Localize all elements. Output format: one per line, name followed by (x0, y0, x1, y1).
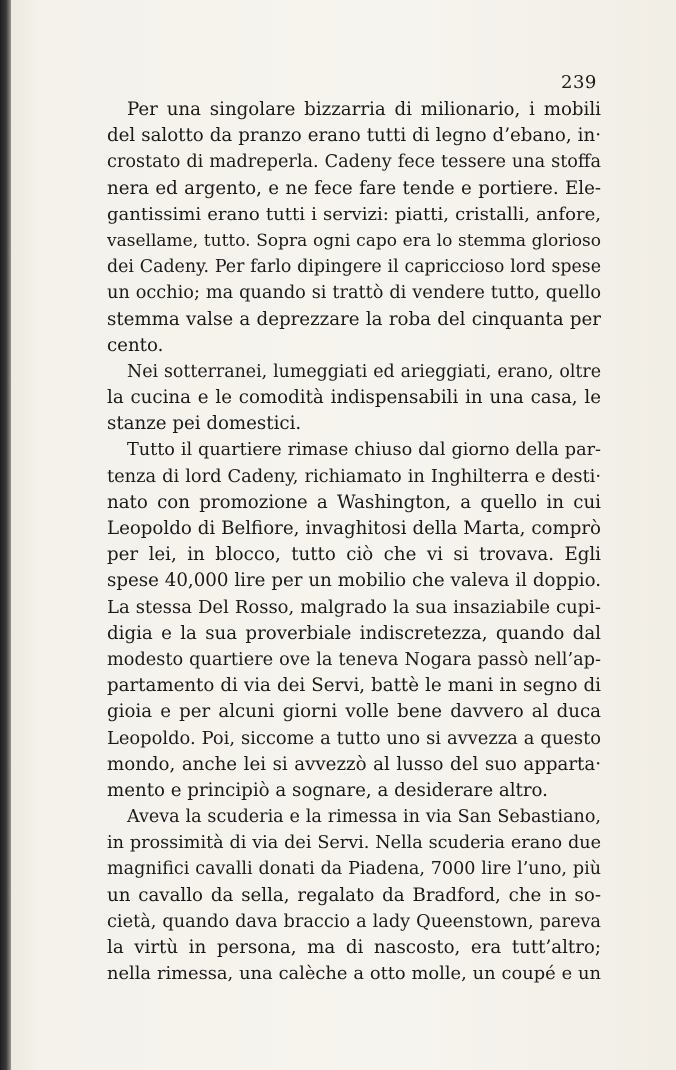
text-line: dei Cadeny. Per farlo dipingere il capriccioso lord spese (107, 257, 601, 278)
text-line: la cucina e le comodità indispensabili in una casa, le (107, 387, 601, 409)
paragraph (107, 359, 601, 438)
paragraph (107, 437, 601, 804)
text-line: in prossimità di via dei Servi. Nella scuderia erano due (107, 833, 601, 854)
text-line: Nei sotterranei, lumeggiati ed arieggiati, erano, oltre (127, 361, 601, 382)
binding-edge (0, 0, 11, 1070)
text-line: mento e principiò a sognare, a desiderare altro. (107, 779, 548, 801)
text-line: mondo, anche lei si avvezzò al lusso del suo apparta· (107, 753, 601, 775)
text-line: gioia e per alcuni giorni volle bene davvero al duca (107, 701, 601, 723)
text-line: modesto quartiere ove la teneva Nogara passò nell’ap- (107, 649, 601, 670)
text-line: vasellame, tutto. Sopra ogni capo era lo stemma glorioso (107, 230, 601, 251)
text-line: un cavallo da sella, regalato da Bradford, che in so- (107, 884, 601, 906)
text-line: un occhio; ma quando si trattò di vendere tutto, quello (107, 283, 601, 304)
text-line: stemma valse a deprezzare la roba del cinquanta per (107, 308, 601, 330)
text-line: stanze pei domestici. (107, 413, 302, 435)
paragraph (107, 804, 601, 987)
text-line: nella rimessa, una calèche a otto molle, un coupé e un (107, 963, 601, 985)
text-line: cento. (107, 334, 164, 356)
text-line: la virtù in persona, ma di nascosto, era tutt’altro; (107, 937, 601, 958)
text-line: Tutto il quartiere rimase chiuso dal giorno della par- (127, 440, 601, 461)
text-line: Leopoldo. Poi, siccome a tutto uno si avvezza a questo (107, 727, 601, 749)
text-line: per lei, in blocco, tutto ciò che vi si trovava. Egli (107, 544, 601, 566)
text-line: Per una singolare bizzarria di milionario, i mobili (127, 99, 601, 120)
text-line: cietà, quando dava braccio a lady Queenstown, pareva (107, 911, 601, 932)
text-line: del salotto da pranzo erano tutti di legno d’ebano, in· (107, 125, 601, 147)
text-line: nera ed argento, e ne fece fare tende e portiere. Ele- (107, 177, 601, 199)
text-line: Leopoldo di Belfiore, invaghitosi della Marta, comprò (107, 518, 601, 539)
text-line: crostato di madreperla. Cadeny fece tessere una stoffa (107, 152, 601, 173)
text-line: tenza di lord Cadeny, richiamato in Inghilterra e desti· (107, 465, 601, 487)
text-line: magnifici cavalli donati da Piadena, 7000 lire l’uno, più (107, 859, 601, 880)
text-line: spese 40,000 lire per un mobilio che valeva il doppio. (107, 570, 601, 592)
page-number: 239 (561, 72, 597, 93)
text-line: La stessa Del Rosso, malgrado la sua insaziabile cupi- (107, 596, 601, 618)
text-line: nato con promozione a Washington, a quello in cui (107, 491, 601, 513)
text-line: digia e la sua proverbiale indiscretezza, quando dal (107, 622, 601, 644)
text-line: Aveva la scuderia e la rimessa in via San Sebastiano, (127, 807, 601, 828)
text-line: gantissimi erano tutti i servizi: piatti, cristalli, anfore, (107, 203, 601, 225)
body-text (107, 97, 601, 987)
text-line: partamento di via dei Servi, battè le mani in segno di (107, 675, 601, 697)
paragraph (107, 97, 601, 359)
